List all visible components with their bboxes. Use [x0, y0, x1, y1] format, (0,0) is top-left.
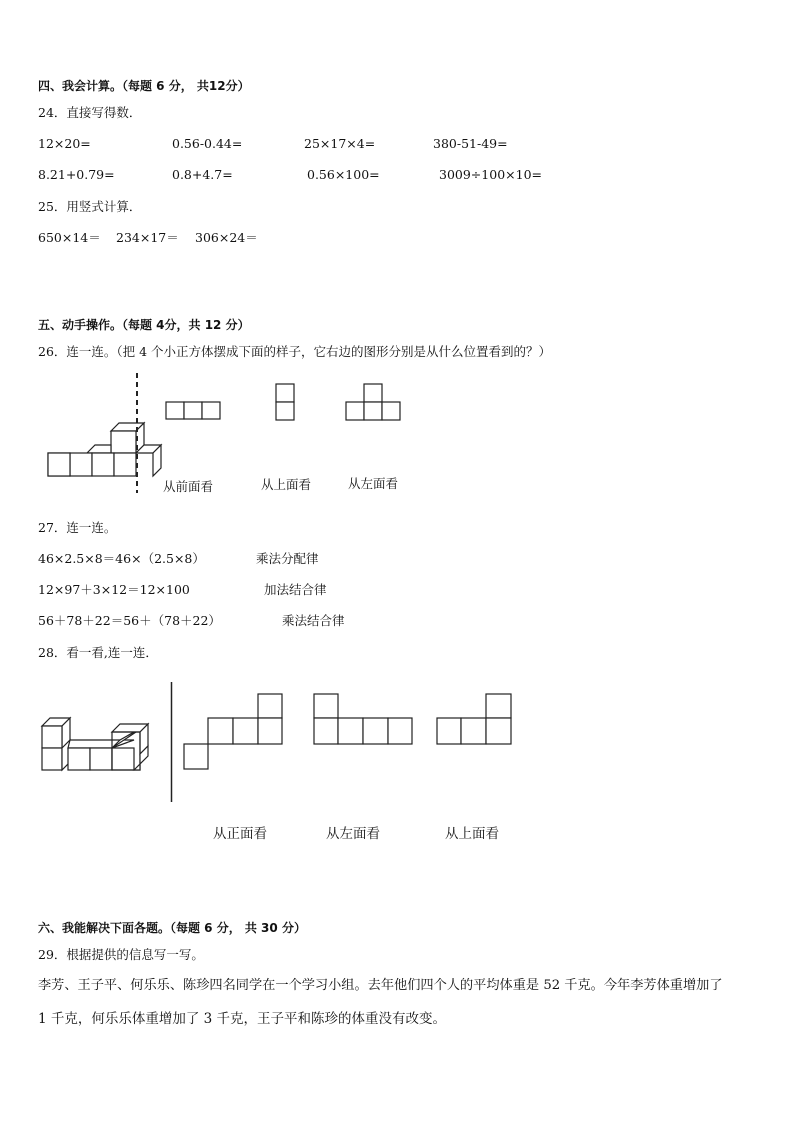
- question-28-title: 28．看一看,连一连．: [38, 645, 158, 660]
- view-label: 从前面看: [163, 479, 214, 494]
- question-29-text: 李芳、王子平、何乐乐、陈珍四名同学在一个学习小组。去年他们四个人的平均体重是 52 千克。今年李芳体重增加了: [38, 978, 723, 993]
- calc-item: 3009÷100×10=: [439, 167, 542, 182]
- equation: 12×97＋3×12＝12×100: [38, 582, 190, 597]
- view-shape-c: [435, 692, 513, 746]
- view-label: 从上面看: [445, 826, 499, 842]
- vertical-calc-item: 234×17＝: [116, 230, 179, 245]
- solid-divider: [170, 682, 173, 802]
- question-24-title: 24．直接写得数．: [38, 105, 142, 120]
- question-29-text: 1 千克，何乐乐体重增加了 3 千克，王子平和陈珍的体重没有改变。: [38, 1011, 447, 1027]
- equation: 56＋78＋22＝56＋（78＋22）: [38, 613, 221, 628]
- calc-item: 12×20=: [38, 136, 91, 151]
- calc-item: 0.8+4.7=: [172, 167, 233, 182]
- calc-item: 380-51-49=: [433, 136, 508, 151]
- cube-stack-figure: [44, 420, 124, 480]
- cube-row-figure: [40, 716, 156, 772]
- view-shape-1: [165, 400, 221, 420]
- law-label: 加法结合律: [264, 582, 327, 597]
- view-label: 从上面看: [261, 477, 312, 492]
- calc-item: 25×17×4=: [304, 136, 376, 151]
- view-shape-2: [275, 382, 295, 422]
- vertical-calc-item: 306×24＝: [195, 230, 258, 245]
- calc-item: 8.21+0.79=: [38, 167, 115, 182]
- view-shape-b: [312, 692, 414, 746]
- calc-item: 0.56×100=: [307, 167, 380, 182]
- law-label: 乘法分配律: [256, 551, 319, 566]
- dashed-divider: [135, 373, 139, 493]
- view-label: 从正面看: [213, 826, 267, 842]
- question-29-title: 29．根据提供的信息写一写。: [38, 947, 204, 962]
- question-25-title: 25．用竖式计算．: [38, 199, 142, 214]
- view-shape-a: [182, 692, 284, 772]
- calc-item: 0.56-0.44=: [172, 136, 243, 151]
- question-27-title: 27．连一连。: [38, 520, 117, 535]
- section-4-heading: 四、我会计算。（每题 6 分， 共12分）: [38, 79, 250, 93]
- law-label: 乘法结合律: [282, 613, 345, 628]
- equation: 46×2.5×8＝46×（2.5×8）: [38, 551, 205, 566]
- question-26-title: 26．连一连。（把 4 个小正方体摆成下面的样子，它右边的图形分别是从什么位置看到的？）: [38, 344, 552, 359]
- view-label: 从左面看: [326, 826, 380, 842]
- vertical-calc-item: 650×14＝: [38, 230, 101, 245]
- view-label: 从左面看: [348, 476, 399, 491]
- section-6-heading: 六、我能解决下面各题。（每题 6 分， 共 30 分）: [38, 921, 306, 935]
- view-shape-3: [345, 382, 403, 422]
- section-5-heading: 五、动手操作。（每题 4分，共 12 分）: [38, 318, 250, 332]
